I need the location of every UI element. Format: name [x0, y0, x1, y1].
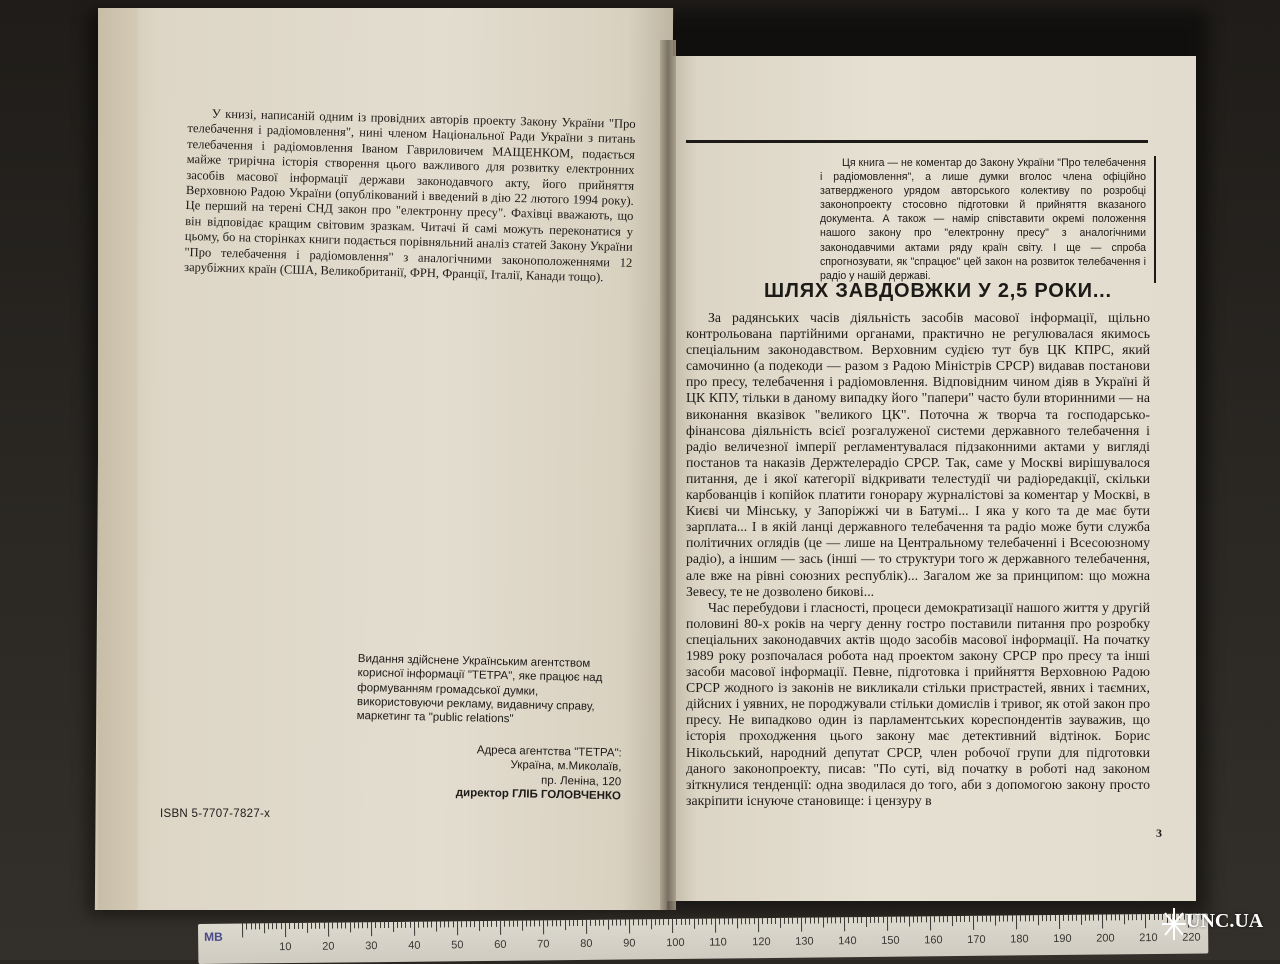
ruler-tick	[685, 919, 686, 925]
ruler-tick	[487, 921, 488, 927]
ruler-tick	[556, 920, 557, 926]
ruler-tick	[1003, 916, 1004, 922]
left-page-blurb: У книзі, написаній одним із провідних авторів проекту Закону України "Про телебачення і радіомовлення", нині членом Національної Ради України з питань телебачення і радіомовлення Іваном Гавриловичем МАЩЕНКОМ, подається майже трирічна історія створення цього важливого для розвитку електронних засобів масової інформації держави законодавчого акту, його прийняття Верховною Радою України (опублікований і введений в дію 22 лютого 1994 року). Це перший на терені СНД закон про "електронну пресу". Фахівці вважають, що він відповідає кращим світовим зразкам. Читачі й самі можуть переконатися у цьому, бо на сторінках книги подається порівняльний аналіз статей Закону України "Про телебачення і радіомовлення" з аналогічними законоположеннями 12 зарубіжних країн (США, Великобританії, ФРН, Франції, Італії, Канади тощо).	[183, 106, 636, 285]
ruler-tick	[1123, 914, 1124, 924]
ruler-tick	[672, 919, 673, 933]
ruler-tick	[728, 918, 729, 924]
ruler-tick	[268, 923, 269, 929]
ruler-tick	[724, 918, 725, 924]
ruler-number: 50	[451, 939, 464, 952]
ruler-tick	[719, 919, 720, 925]
ruler-logo: MB	[204, 929, 223, 944]
ruler-tick	[242, 924, 243, 938]
ruler-tick	[543, 920, 544, 934]
ruler-tick	[711, 919, 712, 925]
ruler-tick	[668, 919, 669, 925]
ruler-tick	[1149, 914, 1150, 920]
ruler-tick	[345, 922, 346, 928]
ruler-tick	[324, 923, 325, 929]
ruler-tick	[1136, 914, 1137, 920]
ruler-tick	[380, 922, 381, 928]
ruler-tick	[947, 916, 948, 922]
book-gutter	[660, 40, 676, 910]
ruler-tick	[1102, 915, 1103, 929]
ruler-tick	[440, 921, 441, 927]
ruler-tick	[384, 922, 385, 928]
ruler-tick	[500, 921, 501, 935]
ruler-tick	[1072, 915, 1073, 921]
ruler-tick	[1050, 915, 1051, 921]
ruler-tick	[263, 923, 264, 933]
ruler-tick	[917, 916, 918, 922]
ruler-tick	[427, 922, 428, 928]
ruler-tick	[883, 917, 884, 923]
ruler-tick	[865, 917, 866, 927]
ruler-tick	[294, 923, 295, 929]
ruler-tick	[857, 917, 858, 923]
ruler-tick	[805, 918, 806, 924]
ruler-tick	[349, 922, 350, 932]
ruler-number: 150	[881, 934, 900, 947]
ruler-tick	[337, 923, 338, 929]
ruler-tick	[642, 919, 643, 925]
ruler-number: 160	[924, 934, 943, 947]
ruler-tick	[771, 918, 772, 924]
ruler-tick	[1029, 915, 1030, 921]
ruler-tick	[1158, 914, 1159, 920]
publisher-imprint: Видання здійснене Українським агентством корисної інформації "ТЕТРА", яке працює над формуванням громадської думки, використовуючи рекламу, видавничу справу, маркетинг та "public relations"	[356, 652, 603, 726]
ruler-tick	[539, 920, 540, 926]
ruler-tick	[848, 917, 849, 923]
ruler-tick	[797, 918, 798, 924]
ruler-tick	[586, 920, 587, 934]
ruler-tick	[577, 920, 578, 926]
ruler-tick	[1059, 915, 1060, 929]
ruler-tick	[595, 920, 596, 926]
ruler-tick	[461, 921, 462, 927]
ruler-tick	[840, 917, 841, 923]
horizontal-rule	[686, 140, 1148, 143]
ruler-tick	[418, 922, 419, 928]
ruler-number: 30	[365, 940, 378, 953]
ruler-tick	[590, 920, 591, 926]
ruler-tick	[939, 916, 940, 922]
ruler-tick	[706, 919, 707, 925]
address-line: пр. Леніна, 120	[540, 774, 622, 788]
ruler-tick	[410, 922, 411, 928]
ruler-tick	[1106, 914, 1107, 920]
ruler-tick	[1037, 915, 1038, 925]
ruler-tick	[560, 920, 561, 926]
ruler-tick	[457, 921, 458, 935]
ruler-tick	[650, 919, 651, 929]
ruler-tick	[977, 916, 978, 922]
ruler-tick	[612, 920, 613, 926]
body-paragraph: Час перебудови і гласності, процеси демократизації нашого життя у другій половині 80-х років на чергу денну гостро поставили питання про розробку спеціальних законодавчих актів щодо засобів масової інформації. На початку 1989 року розпочалася робота над проектом закону СРСР про пресу та інші засоби масової інформації. Певне, підготовка і прийняття Верховною Радою СРСР жодного із законів не викликали стільки пристрастей, явних і таємних, дійсних і уявних, не породжували стільки домислів і тривог, як отой закон про пресу. Не випадково один із парламентських кореспондентів зауважив, що історія проходження цього закону має детективний відтінок. Борис Нікольський, народний депутат СРСР, член робочої групи для підготовки даного законопроекту, писав: "По суті, від початку в роботі над законом зіткнулися тенденції: одна зводилася до того, аби з допомогою закону просто закріпити існуюче становище: і цензуру в	[686, 599, 1150, 808]
ruler-tick	[779, 918, 780, 928]
ruler-tick	[1085, 915, 1086, 921]
ruler-tick	[526, 921, 527, 927]
ruler-tick	[904, 917, 905, 923]
ruler-tick	[414, 922, 415, 936]
ruler-tick	[573, 920, 574, 926]
ruler-tick	[401, 922, 402, 928]
ruler-tick	[921, 916, 922, 922]
ruler-tick	[663, 919, 664, 925]
ruler-tick	[1080, 915, 1081, 925]
ruler-tick	[732, 918, 733, 924]
publisher-address	[411, 742, 622, 804]
ruler-tick	[693, 919, 694, 929]
ruler-tick	[659, 919, 660, 925]
ruler-tick	[900, 917, 901, 923]
ruler-tick	[736, 918, 737, 928]
ruler-tick	[788, 918, 789, 924]
ruler-tick	[405, 922, 406, 928]
ruler-tick	[1132, 914, 1133, 920]
ruler-tick	[999, 916, 1000, 922]
ruler-tick	[1068, 915, 1069, 921]
ruler-tick	[1128, 914, 1129, 920]
ruler-tick	[891, 917, 892, 923]
ruler-number: 170	[967, 933, 986, 946]
ruler-tick	[1089, 915, 1090, 921]
ruler-tick	[964, 916, 965, 922]
left-page-edge	[98, 8, 138, 910]
ruler-tick	[255, 923, 256, 929]
ruler-tick	[827, 917, 828, 923]
ruler-tick	[754, 918, 755, 924]
ruler-tick	[994, 916, 995, 926]
ruler-tick	[887, 917, 888, 931]
ruler-tick	[818, 917, 819, 923]
ruler-number: 220	[1182, 931, 1201, 944]
ruler-tick	[960, 916, 961, 922]
ruler-tick	[311, 923, 312, 929]
page-number: 3	[1156, 826, 1162, 840]
ruler-tick	[1115, 914, 1116, 920]
ruler-tick	[926, 916, 927, 922]
ruler-tick	[943, 916, 944, 922]
ruler-tick	[466, 921, 467, 927]
ruler-tick	[517, 921, 518, 927]
ruler-tick	[607, 920, 608, 930]
ruler-tick	[956, 916, 957, 922]
ruler-tick	[582, 920, 583, 926]
isbn: ISBN 5-7707-7827-x	[160, 808, 271, 820]
ruler-tick	[792, 918, 793, 924]
ruler-number: 210	[1139, 931, 1158, 945]
ruler-tick	[483, 921, 484, 927]
ruler-tick	[521, 921, 522, 931]
ruler-tick	[569, 920, 570, 926]
ruler-tick	[784, 918, 785, 924]
ruler-tick	[1141, 914, 1142, 920]
ruler-tick	[1145, 914, 1146, 928]
ruler-tick	[638, 919, 639, 925]
ruler-tick	[689, 919, 690, 925]
ruler-tick	[870, 917, 871, 923]
ruler-tick	[775, 918, 776, 924]
ruler-tick	[1020, 915, 1021, 921]
ruler-tick	[715, 919, 716, 933]
ruler-tick	[676, 919, 677, 925]
ruler-tick	[861, 917, 862, 923]
chapter-body	[686, 310, 1150, 809]
ruler-tick	[388, 922, 389, 928]
ruler-tick	[1046, 915, 1047, 921]
ruler-number: 70	[537, 938, 550, 951]
ruler-tick	[1119, 914, 1120, 920]
watermark-text: UNC.UA	[1186, 910, 1264, 932]
ruler-tick	[504, 921, 505, 927]
chapter-heading: ШЛЯХ ЗАВДОВЖКИ У 2,5 РОКИ...	[764, 280, 1112, 302]
ruler-tick	[681, 919, 682, 925]
ruler-number: 60	[494, 938, 507, 951]
ruler-tick	[397, 922, 398, 928]
ruler-tick	[375, 922, 376, 928]
ruler-tick	[474, 921, 475, 927]
ruler-tick	[698, 919, 699, 925]
ruler-tick	[332, 923, 333, 929]
ruler-tick	[934, 916, 935, 922]
ruler-tick	[496, 921, 497, 927]
ruler-tick	[758, 918, 759, 932]
ruler-tick	[853, 917, 854, 923]
address-line: Адреса агентства "ТЕТРА":	[476, 744, 622, 760]
ruler-tick	[908, 917, 909, 927]
ruler-number: 10	[279, 941, 292, 954]
ruler-number: 20	[322, 940, 335, 953]
ruler-tick	[990, 916, 991, 922]
ruler-tick	[315, 923, 316, 929]
ruler-tick	[1098, 915, 1099, 921]
ruler-tick	[913, 917, 914, 923]
ruler-tick	[629, 919, 630, 933]
ruler-number: 100	[666, 936, 685, 950]
ruler-tick	[831, 917, 832, 923]
ruler-tick	[371, 922, 372, 936]
ruler-tick	[625, 920, 626, 926]
ruler-tick	[328, 923, 329, 937]
ruler-tick	[1063, 915, 1064, 921]
ruler-tick	[281, 923, 282, 929]
ruler-tick	[969, 916, 970, 922]
ruler-tick	[878, 917, 879, 923]
epigraph: Ця книга — не коментар до Закону України "Про телебачення і радіомовлення", а лише думки вголос члена офіційно затвердженого урядом авторського колективу по розробці законопроекту стосовно підготовки й прийняття вказаного документа. А також — намір співставити окремі положення нашого закону про "електронну пресу" з аналогічними законодавчими актами ряду країн світу. І ще — спроба спрогнозувати, як "спрацює" цей закон на розвиток телебачення і радіо у нашій державі.	[820, 156, 1156, 283]
ruler-tick	[341, 922, 342, 928]
ruler-tick	[655, 919, 656, 925]
ruler-number: 180	[1010, 933, 1029, 946]
ruler-tick	[552, 920, 553, 926]
ruler-tick	[874, 917, 875, 923]
ruler-tick	[1055, 915, 1056, 921]
director-name: директор ГЛІБ ГОЛОВЧЕНКО	[455, 786, 622, 803]
ruler-tick	[534, 920, 535, 926]
ruler-tick	[513, 921, 514, 927]
ruler-tick	[306, 923, 307, 933]
ruler-tick	[599, 920, 600, 926]
ruler-tick	[435, 922, 436, 932]
ruler-tick	[702, 919, 703, 925]
ruler-tick	[835, 917, 836, 923]
ruler-number: 190	[1053, 932, 1072, 946]
ruler-tick	[302, 923, 303, 929]
ruler-tick	[762, 918, 763, 924]
ruler-tick	[509, 921, 510, 927]
watermark-star-icon	[1160, 904, 1188, 944]
ruler-tick	[251, 923, 252, 929]
ruler-tick	[801, 918, 802, 932]
ruler-tick	[1111, 914, 1112, 920]
ruler-tick	[1033, 915, 1034, 921]
ruler-number: 110	[709, 936, 727, 949]
ruler-tick	[633, 919, 634, 925]
ruler-tick	[620, 920, 621, 926]
ruler-tick	[530, 921, 531, 927]
ruler-tick	[367, 922, 368, 928]
ruler-tick	[982, 916, 983, 922]
ruler-tick	[285, 923, 286, 937]
ruler-tick	[844, 917, 845, 931]
ruler-tick	[358, 922, 359, 928]
ruler-tick	[1093, 915, 1094, 921]
ruler-tick	[1154, 914, 1155, 920]
ruler-tick	[616, 920, 617, 926]
ruler-tick	[1016, 915, 1017, 929]
ruler-tick	[646, 919, 647, 925]
ruler-tick	[745, 918, 746, 924]
ruler-tick	[354, 922, 355, 928]
ruler-tick	[564, 920, 565, 930]
ruler-number: 90	[623, 937, 636, 950]
ruler-tick	[603, 920, 604, 926]
ruler-tick	[423, 922, 424, 928]
ruler-tick	[298, 923, 299, 929]
ruler-tick	[973, 916, 974, 930]
ruler-tick	[319, 923, 320, 929]
ruler-tick	[986, 916, 987, 922]
ruler-tick	[896, 917, 897, 923]
ruler-tick	[767, 918, 768, 924]
ruler-tick	[749, 918, 750, 924]
ruler-tick	[1007, 916, 1008, 922]
ruler-tick	[741, 918, 742, 924]
ruler-tick	[276, 923, 277, 929]
ruler-number: 140	[838, 935, 857, 948]
ruler-tick	[547, 920, 548, 926]
ruler-number: 120	[752, 936, 771, 949]
ruler-tick	[810, 918, 811, 924]
ruler-tick	[431, 922, 432, 928]
ruler-number: 200	[1096, 932, 1115, 945]
ruler-tick	[1042, 915, 1043, 921]
ruler-tick	[453, 921, 454, 927]
ruler-tick	[272, 923, 273, 929]
ruler-number: 130	[795, 935, 814, 948]
ruler-tick	[259, 923, 260, 929]
ruler-tick	[448, 921, 449, 927]
ruler-tick	[470, 921, 471, 927]
ruler-tick	[478, 921, 479, 931]
ruler-tick	[822, 917, 823, 927]
ruler-tick	[491, 921, 492, 927]
ruler-tick	[1025, 915, 1026, 921]
ruler-tick	[1012, 915, 1013, 921]
address-line: Україна, м.Миколаїв,	[510, 759, 622, 774]
ruler-tick	[362, 922, 363, 928]
ruler-number: 40	[408, 939, 421, 952]
ruler-tick	[930, 916, 931, 930]
ruler-tick	[444, 921, 445, 927]
ruler-tick	[289, 923, 290, 929]
ruler-number: 80	[580, 937, 593, 950]
ruler-tick	[392, 922, 393, 932]
body-paragraph: За радянських часів діяльність засобів масової інформації, щільно контрольована партійними органами, практично не регулювалася якимось спеціальним законодавством. Верховним судією тут був ЦК КПРС, який самочинно (а подекоди — разом з Радою Міністрів СРСР) видавав постанови про пресу, телебачення і радіомовлення. Відповідним чином діяв в Україні й ЦК КПУ, тільки в даному випадку його "папери" часто були вторинними — на виконання вказівок "великого ЦК". Поточна ж творча та господарсько-фінансова діяльність всієї розгалуженої системи державного телебачення і радіо величезної імперії регламентувалася підзаконними актами у вигляді постанов та наказів Держтелерадіо СРСР. Так, саме у Москві вирішувалося питання, де і якої категорії відкривати телестудії чи радіоредакції, скільки карбованців і копійок платити гонорару журналістові за коментар у Москві, в Києві чи Мінську, у Запоріжжі чи в Батумі... І яка у кого та де має бути зарплата... І в якій ланці державного телебачення та радіо може бути служба політичних оглядів (це — лише на Центральному телебаченні і Всесоюзному радіо), а іншим — зась (інші — то структури того ж державного телебачення, але вже на рівні союзних республік)... Загалом же за принципом: що можна Зевесу, те не дозволено бикові...	[686, 310, 1150, 599]
ruler-tick	[951, 916, 952, 926]
ruler-tick	[1076, 915, 1077, 921]
ruler-tick	[814, 918, 815, 924]
ruler-tick	[246, 923, 247, 929]
